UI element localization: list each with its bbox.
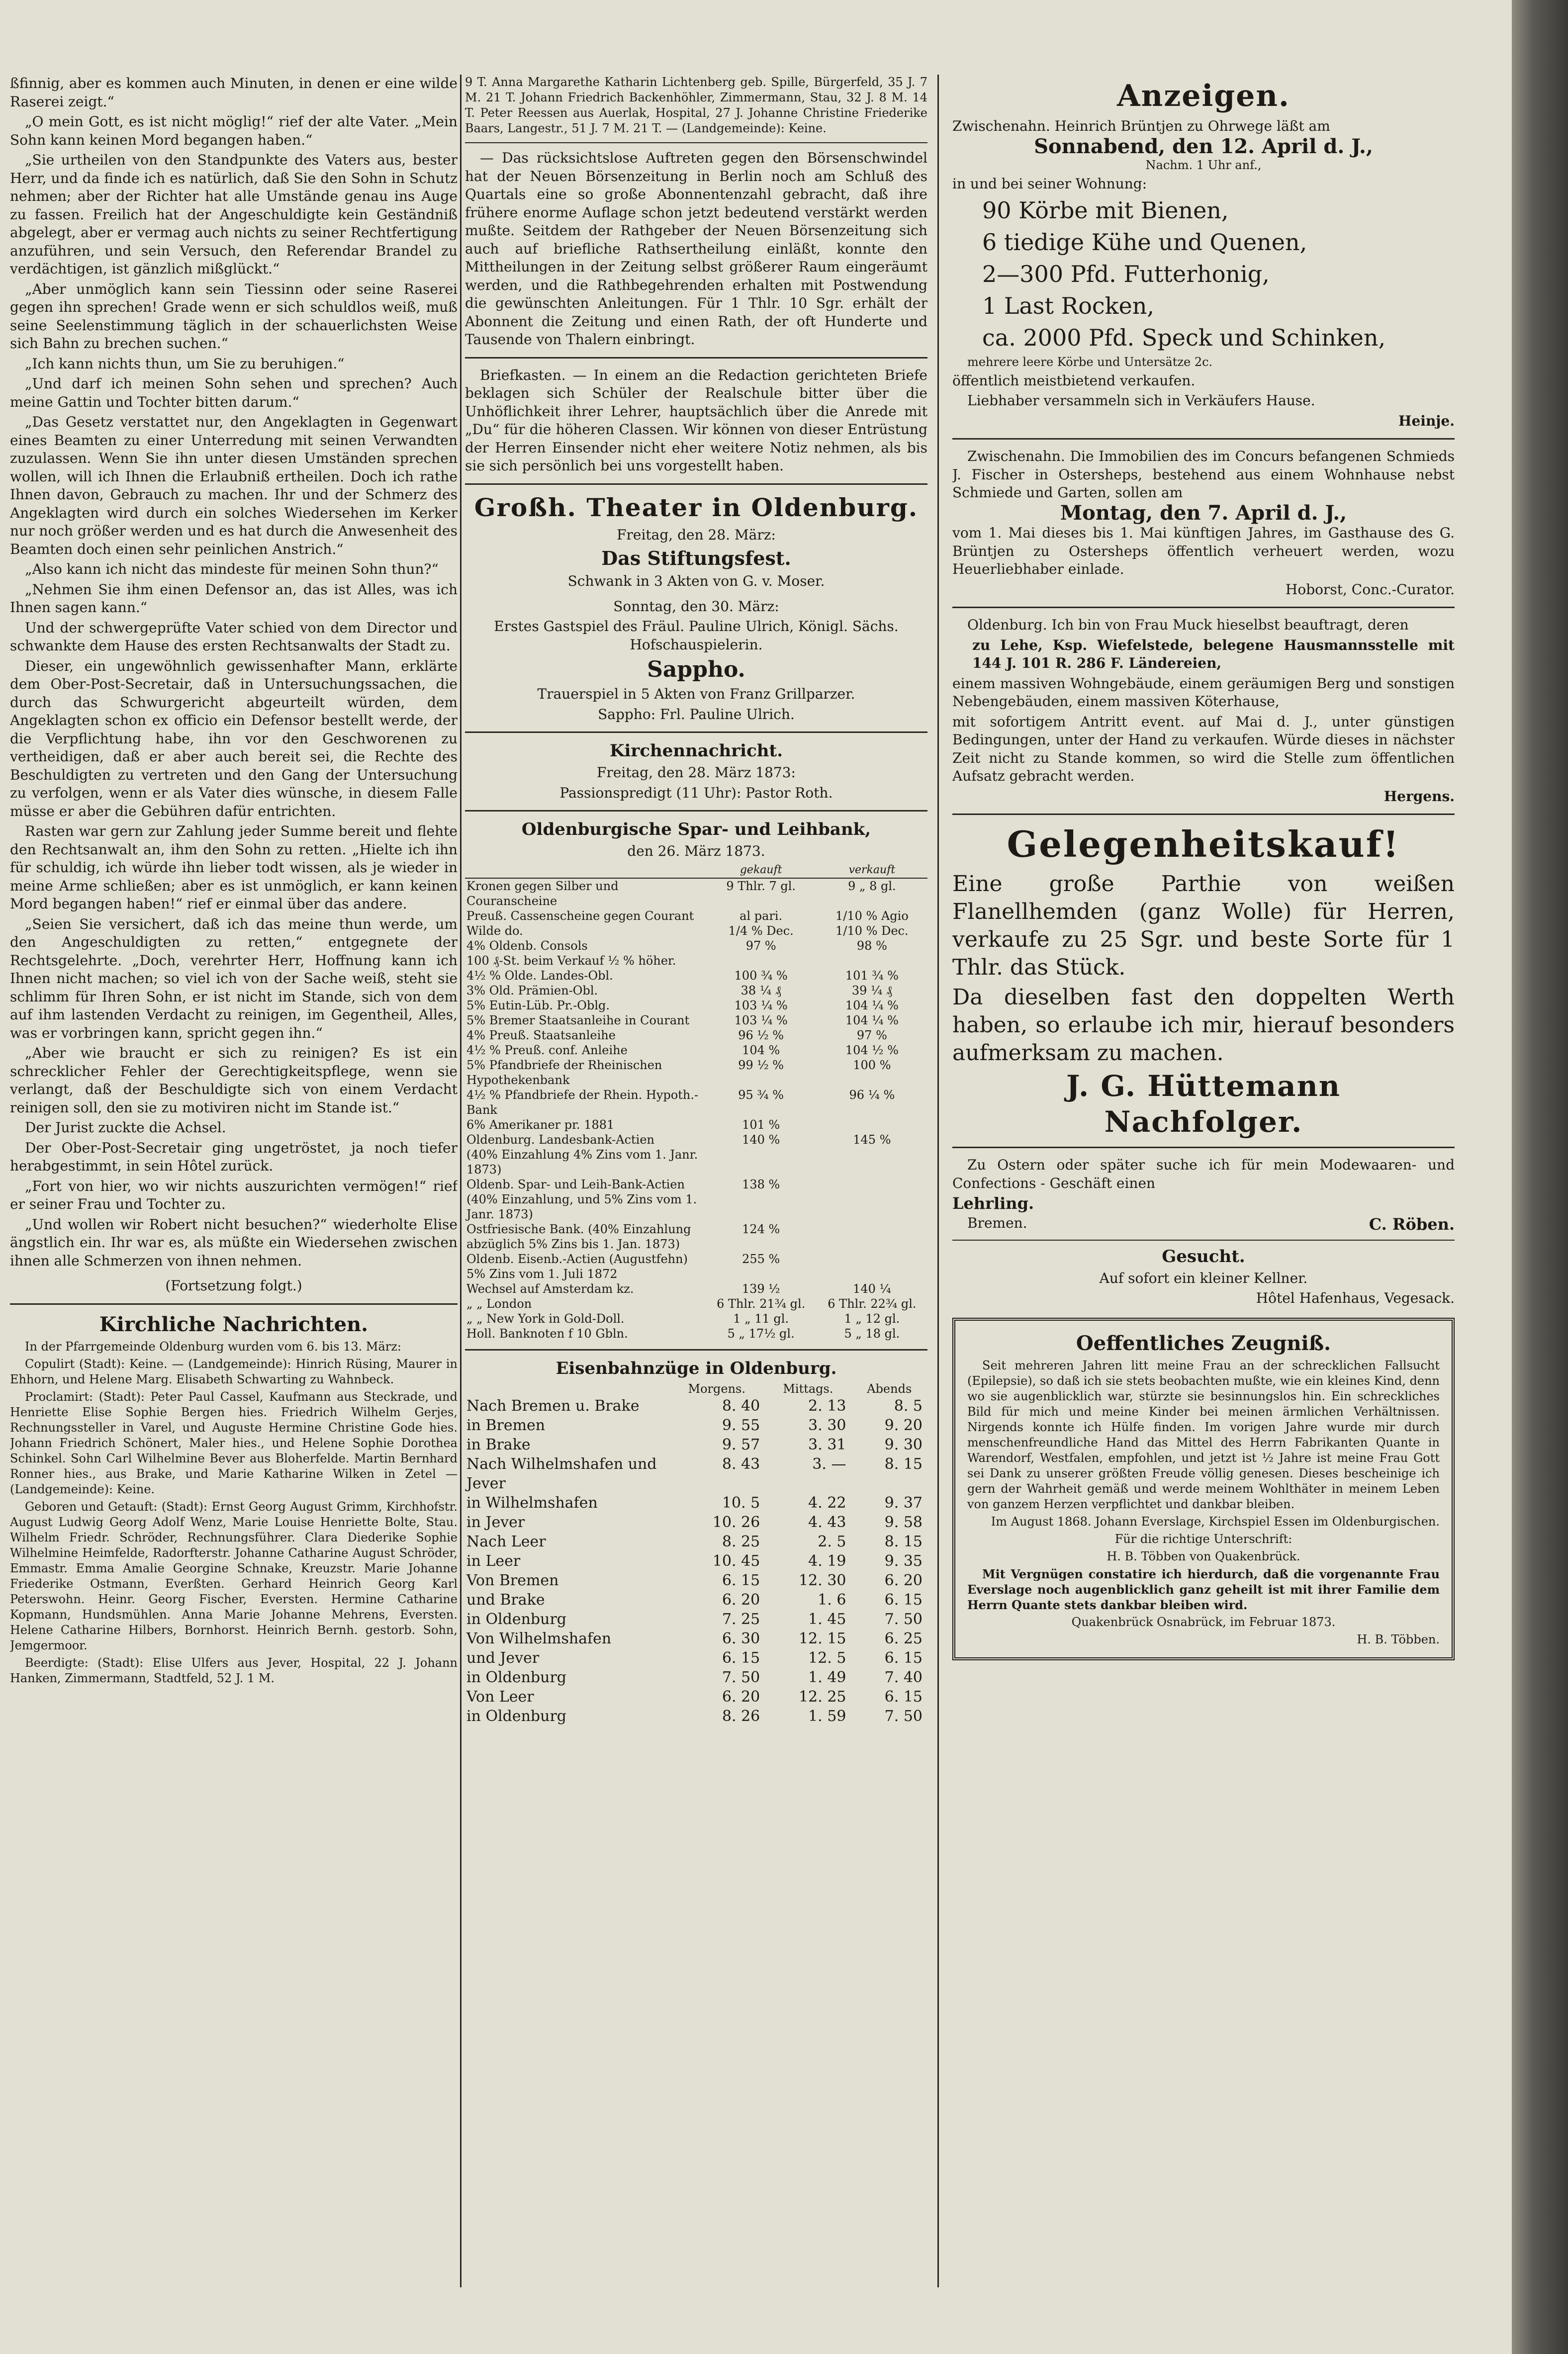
theater-play: Das Stiftungsfest. [601, 547, 791, 569]
row-label: Nach Wilhelmshafen und Jever [466, 1455, 657, 1492]
row-value: 9. 55 [722, 1416, 760, 1434]
row-value [817, 1117, 927, 1132]
row-value: 1. 45 [808, 1610, 846, 1628]
page-edge [1512, 0, 1568, 2354]
row-value: 7. 50 [884, 1707, 922, 1725]
row-value: 9. 57 [722, 1436, 760, 1453]
row-label: in Oldenburg [466, 1707, 566, 1725]
row-value: 103 ¼ % [734, 998, 788, 1012]
row-value: 6. 15 [722, 1571, 760, 1589]
row-label: Nach Leer [466, 1533, 546, 1550]
story-paragraph: „Also kann ich nicht das mindeste für meinen Sohn thun?“ [25, 561, 439, 577]
table-row [465, 1087, 927, 1117]
table-row [465, 1590, 927, 1610]
zeugnis-final: H. B. Többen. [1357, 1632, 1440, 1646]
firm-name: Nachfolger. [1104, 1105, 1303, 1139]
row-label: Holl. Banknoten f 10 Gbln. [466, 1326, 628, 1341]
row-value: 1. 59 [808, 1707, 846, 1725]
zeugnis-place: Quakenbrück Osnabrück, im Februar 1873. [1071, 1615, 1336, 1629]
row-value: 104 ¼ % [845, 998, 899, 1012]
row-value: 9. 20 [884, 1416, 922, 1434]
table-row [465, 1296, 927, 1311]
row-value: 8. 43 [722, 1455, 760, 1473]
anzeigen-title: Anzeigen. [1117, 79, 1290, 113]
church-deaths-continued: 9 T. Anna Margarethe Katharin Lichtenberg geb. Spille, Bürgerfeld, 35 J. 7 M. 21 T. Johann Friedrich Backenhöhler, Zimmermann, Stau, 32 J. 8 M. 14 T. Peter Reessen aus Auerlak, Hospital, 27 J. Johanne Christine Friederike Baars, Langestr., 51 J. 7 M. 21 T. — (Landgemeinde): Keine. [465, 75, 927, 135]
zeugnis-cert: Für die richtige Unterschrift: [1114, 1532, 1292, 1546]
continued-note: (Fortsetzung folgt.) [165, 1277, 302, 1294]
row-value: 1. 49 [808, 1668, 846, 1686]
ad-where: in und bei seiner Wohnung: [952, 176, 1147, 192]
row-value: 6. 15 [884, 1591, 922, 1609]
row-label: 6% Amerikaner pr. 1881 [466, 1117, 615, 1132]
ad-item: 6 tiedige Kühe und Quenen, [982, 228, 1307, 256]
divider [465, 357, 927, 359]
row-value: 103 ¼ % [734, 1013, 788, 1027]
row-label: 4% Oldenb. Consols [466, 938, 588, 953]
row-label: in Wilhelmshafen [466, 1494, 598, 1512]
row-label: Wilde do. [466, 923, 523, 938]
story-paragraph: Der Jurist zuckte die Achsel. [25, 1119, 226, 1136]
row-value: 255 % [742, 1252, 780, 1266]
gelegenheitskauf-body: Eine große Parthie von weißen Flanellhemden (ganz Wolle) für Herren, verkaufe zu 25 Sgr. und beste Sorte für 1 Thlr. das Stück. [952, 871, 1455, 980]
table-row [465, 1028, 927, 1043]
row-value: 9. 37 [884, 1494, 922, 1512]
column-header: Abends [867, 1381, 912, 1396]
row-value: 97 % [745, 938, 776, 953]
ad-item: ca. 2000 Pfd. Speck und Schinken, [982, 324, 1386, 351]
row-value: 8. 15 [884, 1533, 922, 1550]
story-paragraph: Rasten war gern zur Zahlung jeder Summe bereit und flehte den Rechtsanwalt an, ihm den Sohn zu retten. „Hielte ich ihn für schuldig, ich würde ihn lieber todt wissen, als je wieder in meine Arme schließen; aber es ist unmöglich, er kann keinen Mord begangen haben!“ rief er einmal über das andere. [10, 823, 458, 912]
ad-position: Lehrling. [952, 1194, 1034, 1213]
row-value: 1/4 % Dec. [728, 923, 794, 938]
row-value [706, 953, 817, 968]
row-value: 12. 25 [799, 1688, 846, 1706]
table-row [465, 1629, 927, 1648]
table-row [465, 1326, 927, 1341]
theater-guest: Erstes Gastspiel des Fräul. Pauline Ulrich, Königl. Sächs. Hofschauspielerin. [494, 618, 899, 653]
church-entry: Beerdigte: (Stadt): Elise Ulfers aus Jever, Hospital, 22 J. Johann Hanken, Zimmermann, Stadtfeld, 52 J. 1 M. [10, 1655, 458, 1685]
table-row [465, 1668, 927, 1687]
theater-desc: Schwank in 3 Akten von G. v. Moser. [567, 573, 825, 589]
row-value: 124 % [742, 1222, 780, 1236]
theater-date: Sonntag, den 30. März: [613, 598, 779, 615]
ad-date: Sonnabend, den 12. April d. J., [1034, 134, 1373, 158]
ad-text: Zwischenahn. Die Immobilien des im Concurs befangenen Schmieds J. Fischer in Ostersheps, bestehend aus einem Wohnhause nebst Schmiede und Garten, sollen am [952, 448, 1455, 501]
table-row [465, 1396, 927, 1416]
column-header [465, 863, 706, 878]
serial-story [10, 75, 458, 1270]
row-value: 100 ¾ % [734, 968, 788, 983]
row-label: 4½ % Olde. Landes-Obl. [466, 968, 613, 983]
row-value: 2. 13 [808, 1397, 846, 1415]
church-news-title: Kirchliche Nachrichten. [99, 1312, 369, 1336]
row-value: 7. 50 [722, 1668, 760, 1686]
row-value: 1. 6 [818, 1591, 846, 1609]
row-label: 5% Pfandbriefe der Rheinischen Hypothekenbank [466, 1058, 662, 1087]
ad-text: mit sofortigem Antritt event. auf Mai d. J., unter günstigen Bedingungen, unter der Hand zu verkaufen. Würde dieses in nächster Zeit nicht zu Stande kommen, so wird die Stelle zum öffentlichen Aufsatz gebracht werden. [952, 713, 1455, 784]
row-label: Preuß. Cassenscheine gegen Courant [466, 908, 694, 923]
ad-item-list [952, 195, 1455, 353]
ad-place: Bremen. [967, 1214, 1027, 1231]
row-value: 10. 5 [722, 1494, 760, 1512]
zeugnis-box [952, 1318, 1455, 1660]
row-value: 101 % [742, 1117, 780, 1132]
column-header [465, 1381, 668, 1396]
ad-intro: Zwischenahn. Heinrich Brüntjen zu Ohrwege läßt am [952, 118, 1330, 134]
bank-table [465, 863, 927, 1341]
ad-text: Zu Ostern oder später suche ich für mein Modewaaren- und Confections - Geschäft einen [952, 1157, 1455, 1191]
row-label: 4½ % Pfandbriefe der Rhein. Hypoth.-Bank [466, 1087, 699, 1117]
table-row [465, 938, 927, 953]
divider [952, 1147, 1455, 1148]
row-value: 140 % [742, 1132, 780, 1147]
table-row [465, 1177, 927, 1222]
theater-date: Freitag, den 28. März: [617, 526, 776, 543]
row-value: 8. 26 [722, 1707, 760, 1725]
row-value: 2. 5 [818, 1533, 846, 1550]
table-row [465, 1132, 927, 1147]
row-value: 6. 20 [884, 1571, 922, 1589]
ad-signature: C. Röben. [1369, 1214, 1455, 1234]
story-paragraph: „Sie urtheilen von den Standpunkte des Vaters aus, bester Herr, und da finde ich es natürlich, daß Sie den Sohn in Schutz nehmen; aber der Richter hat alle Umstände genau ins Auge zu fassen. Freilich hat der Angeschuldigte kein Geständniß abgelegt, aber er vermag auch nichts zu seiner Rechtfertigung anzuführen, und sein Versuch, den Referendar Brandel zu verdächtigen, ist gänzlich mißglückt.“ [10, 152, 458, 277]
table-row [465, 1551, 927, 1571]
row-value: 8. 5 [894, 1397, 922, 1415]
row-value: 1/10 % Dec. [835, 923, 909, 938]
story-paragraph: „Aber wie braucht er sich zu reinigen? Es ist ein schrecklicher Fehler der Gerechtigkeitspflege, wenn sie verlangt, daß der Beschuldigte sich von einem Verdacht reinigen soll, den sie zu motiviren nicht im Stande ist.“ [10, 1045, 458, 1116]
row-value: 1 „ 12 gl. [844, 1311, 900, 1326]
row-value: 7. 25 [722, 1610, 760, 1628]
row-label: Von Bremen [466, 1571, 559, 1589]
row-value [817, 1222, 927, 1252]
story-paragraph: „O mein Gott, es ist nicht möglig!“ rief der alte Vater. „Mein Sohn kann keinen Mord begangen haben.“ [10, 113, 458, 148]
theater-cast: Sappho: Frl. Pauline Ulrich. [598, 706, 795, 723]
table-row [465, 1117, 927, 1132]
story-paragraph: „Ich kann nichts thun, um Sie zu beruhigen.“ [25, 355, 345, 372]
row-value: 3. — [812, 1455, 846, 1473]
gelegenheitskauf-title: Gelegenheitskauf! [1007, 823, 1400, 865]
row-label: in Leer [466, 1552, 521, 1570]
row-value: 4. 19 [808, 1552, 846, 1570]
row-label: Wechsel auf Amsterdam kz. [466, 1281, 634, 1296]
row-value: 96 ¼ % [849, 1087, 895, 1102]
row-value: 100 % [853, 1058, 891, 1072]
story-paragraph: Der Ober-Post-Secretair ging ungetröstet, ja noch tiefer herabgestimmt, in sein Hôtel zurück. [10, 1139, 458, 1174]
row-value: 101 ¾ % [845, 968, 899, 983]
column-middle [465, 75, 927, 2302]
row-label: Nach Bremen u. Brake [466, 1397, 640, 1415]
row-value: 6. 15 [884, 1649, 922, 1667]
ad-signature: Hoborst, Conc.-Curator. [1285, 581, 1455, 598]
story-paragraph: „Das Gesetz verstattet nur, den Angeklagten in Gegenwart eines Beamten zu einer Unterredung mit seinen Verwandten zuzulassen. Wenn Sie ihn unter diesen Umständen sprechen wollen, will ich Ihnen die Erlaubniß ertheilen. Doch ich rathe Ihnen davon, Gebrauch zu machen. Ihr und der Schmerz des Angeklagten wird durch ein solches Wiedersehen im Kerker nur noch größer werden und es hat durch die Anwesenheit des Beamten doch einen sehr peinlichen Anstrich.“ [10, 414, 458, 557]
divider [465, 483, 927, 485]
row-value: 8. 25 [722, 1533, 760, 1550]
row-value: 7. 40 [884, 1668, 922, 1686]
row-value: 10. 26 [712, 1513, 760, 1531]
row-label: Oldenburg. Landesbank-Actien [466, 1132, 654, 1147]
row-value: 145 % [853, 1132, 891, 1147]
divider [10, 1303, 458, 1305]
row-value [706, 1147, 817, 1177]
row-label: 5% Eutin-Lüb. Pr.-Oblg. [466, 998, 610, 1012]
row-label: Ostfriesische Bank. (40% Einzahlung abzüglich 5% Zins bis 1. Jan. 1873) [466, 1222, 691, 1251]
table-row [465, 1648, 927, 1668]
table-row [465, 1493, 927, 1513]
row-value: 5 „ 18 gl. [844, 1326, 900, 1341]
ad-signature: Hôtel Hafenhaus, Vegesack. [1256, 1290, 1455, 1306]
ad-item: 1 Last Rocken, [982, 292, 1155, 319]
ad-signature: Heinje. [1398, 412, 1455, 429]
row-value: 7. 50 [884, 1610, 922, 1628]
ad-signature: Hergens. [1384, 788, 1455, 805]
row-value: 12. 15 [799, 1630, 846, 1647]
row-value: 97 % [856, 1028, 887, 1042]
row-value: 12. 30 [799, 1571, 846, 1589]
bank-date: den 26. März 1873. [627, 843, 765, 859]
row-value: 9. 30 [884, 1436, 922, 1453]
table-row [465, 1610, 927, 1629]
gelegenheitskauf-body: Da dieselben fast den doppelten Werth haben, so erlaube ich mir, hierauf besonders aufmerksam zu machen. [952, 985, 1455, 1066]
row-label: in Oldenburg [466, 1610, 566, 1628]
row-value: 138 % [742, 1177, 780, 1191]
row-label: Von Wilhelmshafen [466, 1630, 612, 1647]
column-divider [460, 75, 461, 2287]
table-row [465, 968, 927, 983]
row-label: in Bremen [466, 1416, 546, 1434]
church-intro: In der Pfarrgemeinde Oldenburg wurden vom 6. bis 13. März: [25, 1339, 401, 1354]
row-value: 5 „ 17½ gl. [727, 1326, 795, 1341]
row-value: 4. 22 [808, 1494, 846, 1512]
row-label: in Oldenburg [466, 1668, 566, 1686]
row-label: 3% Old. Prämien-Obl. [466, 983, 598, 997]
row-value: 9 „ 8 gl. [848, 879, 896, 893]
theater-play: Sappho. [647, 657, 745, 682]
divider [952, 607, 1455, 608]
kirchen-date: Freitag, den 28. März 1873: [597, 764, 796, 781]
divider [465, 810, 927, 812]
row-label: „ „ New York in Gold-Doll. [466, 1311, 625, 1326]
row-value: 104 ¼ % [845, 1013, 899, 1027]
table-header-row [465, 863, 927, 878]
story-paragraph: „Aber unmöglich kann sein Tiessinn oder seine Raserei gegen ihn sprechen! Grade wenn er sich schuldlos weiß, muß seine Seelenstimmung täglich in der schauerlichsten Weise sich Bahn zu brechen suchen.“ [10, 280, 458, 352]
divider [952, 1240, 1455, 1241]
row-value: 6. 15 [722, 1649, 760, 1667]
row-label: und Jever [466, 1649, 540, 1667]
table-row [465, 1571, 927, 1590]
ad-property: zu Lehe, Ksp. Wiefelstede, belegene Hausmannsstelle mit 144 J. 101 R. 286 F. Ländereien, [972, 636, 1455, 671]
table-row [465, 1281, 927, 1296]
story-paragraph: Und der schwergeprüfte Vater schied von dem Director und schwankte dem Hause des ersten Rechtsanwalts der Stadt zu. [10, 619, 458, 654]
kirchen-text: Passionspredigt (11 Uhr): Pastor Roth. [559, 784, 833, 801]
row-label: Von Leer [466, 1688, 534, 1706]
ad-title: Gesucht. [1162, 1246, 1245, 1267]
row-value: 12. 5 [808, 1649, 846, 1667]
zeugnis-cert-name: H. B. Többen von Quakenbrück. [1107, 1549, 1300, 1563]
theater-desc: Trauerspiel in 5 Akten von Franz Grillparzer. [537, 686, 855, 702]
train-title: Eisenbahnzüge in Oldenburg. [555, 1358, 837, 1378]
ad-text: Oldenburg. Ich bin von Frau Muck hieselbst beauftragt, deren [967, 617, 1409, 633]
row-value: 139 ½ [741, 1281, 780, 1296]
row-value: 3. 30 [808, 1416, 846, 1434]
story-paragraph: „Nehmen Sie ihm einen Defensor an, das ist Alles, was ich Ihnen sagen kann.“ [10, 581, 458, 616]
ad-text: Auf sofort ein kleiner Kellner. [1099, 1269, 1308, 1286]
row-label: Oldenb. Spar- und Leih-Bank-Actien (40% Einzahlung, und 5% Zins vom 1. Janr. 1873) [466, 1177, 697, 1221]
divider [465, 731, 927, 733]
bank-title: Oldenburgische Spar- und Leihbank, [521, 819, 871, 839]
row-label: Kronen gegen Silber und Couranscheine [466, 879, 619, 908]
row-label: in Jever [466, 1513, 525, 1531]
row-value: 4. 43 [808, 1513, 846, 1531]
story-paragraph: „Seien Sie versichert, daß ich das meine thun werde, um den Angeschuldigten zu retten,“ entgegnete der Rechtsgelehrte. „Doch, verehrter Herr, Hoffnung kann ich Ihnen nicht machen; so viel ich von der Sache weiß, steht sie schlimm für Ihren Sohn, er ist nicht im Stande, sich von dem auf ihm lastenden Verdacht zu reinigen, im Gegentheil, Alles, was er vorbringen kann, spricht gegen ihn.“ [10, 915, 458, 1041]
table-row [465, 1687, 927, 1707]
table-row [465, 1416, 927, 1435]
table-row [465, 1435, 927, 1454]
row-label: und Brake [466, 1591, 545, 1609]
column-left [10, 75, 458, 2302]
row-value: 3. 31 [808, 1436, 846, 1453]
row-value: 6 Thlr. 21¾ gl. [717, 1296, 806, 1311]
row-label: 4½ % Preuß. conf. Anleihe [466, 1043, 628, 1057]
row-value: 39 ¼ ₰ [851, 983, 892, 997]
row-value: 1/10 % Agio [835, 908, 909, 923]
table-row [465, 1058, 927, 1087]
church-entry: Geboren und Getauft: (Stadt): Ernst Georg August Grimm, Kirchhofstr. August Ludwig Georg Adolf Wenz, Marie Louise Henriette Bolte, Stau. Wilhelm Friedr. Schröder, Rechnungsführer. Clara Diederike Sophie Wilhelmine Heimfelde, Radorfterstr. Johanne Catharine August Schröder, Emmastr. Emma Amalie Georgine Schnake, Kreuzstr. Marie Johanne Friederike Ostmann, Everßten. Gerhard Heinrich Georg Karl Peterswohn. Heinr. Georg Fischer, Eversten. Hermine Catharine Kopmann, Hundsmühlen. Anna Marie Johanne Mehrens, Eversten. Helene Catharine Hilbers, Bornhorst. Heinrich Bernh. gestorb. Sohn, Jemgermoor. [10, 1499, 458, 1652]
row-value: 1 „ 11 gl. [733, 1311, 789, 1326]
table-row [465, 908, 927, 923]
ad-date: Montag, den 7. April d. J., [1060, 501, 1347, 525]
column-header: Morgens. [688, 1381, 745, 1396]
table-row [465, 1513, 927, 1532]
table-row [465, 1532, 927, 1551]
boersen-notice: — Das rücksichtslose Auftreten gegen den Börsenschwindel hat der Neuen Börsenzeitung in Berlin noch am Schluß des Quartals eine so große Abonnentenzahl gebracht, daß ihre frühere enorme Auflage schon jetzt bedeutend verstärkt werden mußte. Seitdem der Rathgeber der Neuen Börsenzeitung sich auch auf briefliche Rathsertheilung einläßt, konnte den Mittheilungen in der Zeitung selbst größerer Raum eingeräumt werden, und die Rathbegehrenden erhalten mit Postwendung die gewünschten Anleitungen. Für 1 Thlr. 10 Sgr. erhält der Abonnent die Zeitung und einen Rath, der oft Hunderte und Tausende von Thalern einbringt. [465, 150, 927, 348]
table-header-row [465, 1381, 927, 1396]
table-row [465, 1013, 927, 1028]
table-row [465, 923, 927, 938]
table-row [465, 878, 927, 908]
divider [952, 438, 1455, 440]
ad-text: mehrere leere Körbe und Untersätze 2c. [967, 355, 1213, 369]
row-value [817, 953, 927, 968]
divider [952, 814, 1455, 815]
row-label: 5% Bremer Staatsanleihe in Courant [466, 1013, 690, 1027]
row-value: 99 ½ % [738, 1058, 784, 1072]
table-row [465, 1147, 927, 1177]
ad-item: 90 Körbe mit Bienen, [982, 196, 1229, 224]
column-right [952, 75, 1455, 2302]
story-paragraph: „Und wollen wir Robert nicht besuchen?“ wiederholte Elise ängstlich ein. Ihr war es, als müßte ein Wiedersehen zwischen ihnen alle Schmerzen von ihnen nehmen. [10, 1216, 458, 1269]
row-label: 4% Preuß. Staatsanleihe [466, 1028, 616, 1042]
row-value: 96 ½ % [738, 1028, 784, 1042]
table-row [465, 1043, 927, 1058]
row-value: 104 % [742, 1043, 780, 1057]
row-value: 9. 35 [884, 1552, 922, 1570]
row-value [817, 1147, 927, 1177]
column-header: Mittags. [783, 1381, 833, 1396]
zeugnis-sign: Im August 1868. Johann Everslage, Kirchspiel Essen im Oldenburgischen. [991, 1514, 1440, 1529]
row-value: 9 Thlr. 7 gl. [726, 879, 796, 893]
firm-name: J. G. Hüttemann [1066, 1069, 1341, 1103]
divider [465, 1349, 927, 1351]
zeugnis-confirm: Mit Vergnügen constatire ich hierdurch, daß die vorgenannte Frau Everslage noch augenblicklich ganz geheilt ist mit ihrer Familie dem Herrn Quante stets dankbar bleiben wird. [967, 1566, 1440, 1612]
row-value: al pari. [739, 908, 783, 923]
zeugnis-title: Oeffentliches Zeugniß. [1076, 1331, 1331, 1355]
kirchen-title: Kirchennachricht. [609, 741, 783, 761]
table-row [465, 1311, 927, 1326]
row-label: 100 ₰-St. beim Verkauf ½ % höher. [466, 953, 676, 968]
row-value: 6 Thlr. 22¾ gl. [828, 1296, 917, 1311]
row-value: 8. 40 [722, 1397, 760, 1415]
church-entry: Proclamirt: (Stadt): Peter Paul Cassel, Kaufmann aus Steckrade, und Henriette Elise Sophie Bergen hies. Friedrich Wilhelm Gerjes, Rechnungssteller in Varel, und Auguste Hermine Christine Gode hies. Johann Friedrich Schönert, Maler hies., und Helene Sophie Dorothea Schinkel. Sohn Carl Wilhelmine Bever aus Bloherfelde. Martin Bernhard Ronner hies., aus Brake, und Marie Katharine Wilken in Zetel — (Landgemeinde): Keine. [10, 1389, 458, 1496]
row-value: 95 ¾ % [738, 1087, 784, 1102]
story-paragraph: „Fort von hier, wo wir nichts auszurichten vermögen!“ rief er seiner Frau und Tochter zu. [10, 1177, 458, 1212]
ad-text: vom 1. Mai dieses bis 1. Mai künftigen Jahres, im Gasthause des G. Brüntjen zu Ostersheps öffentlich verheuert werden, wozu Heuerliebhaber einlade. [952, 525, 1455, 577]
divider [465, 142, 927, 143]
story-paragraph: Dieser, ein ungewöhnlich gewissenhafter Mann, erklärte dem Ober-Post-Secretair, daß in Untersuchungssachen, die durch das Schwurgericht abgeurteilt würden, dem Angeklagten schon ex officio ein Defensor bestellt werde, der die Verpflichtung habe, ihn vor den Geschworenen zu vertheidigen, daß er aber auch bereit sei, die Rechte des Beschuldigten zu vertreten und den Gang der Untersuchung zu verfolgen, wenn er als Vater dies wünsche, in diesem Falle müsse er aber die Gebühren dafür entrichten. [10, 657, 458, 819]
table-row [465, 983, 927, 998]
row-value: 10. 45 [712, 1552, 760, 1570]
row-value: 9. 58 [884, 1513, 922, 1531]
zeugnis-body: Seit mehreren Jahren litt meine Frau an der schrecklichen Fallsucht (Epilepsie), so daß ich sie stets beobachten mußte, wie ein kleines Kind, denn wo sie augenblicklich war, stürzte sie besinnungslos hin. Ein schreckliches Bild für mich und meine Kinder bei meinen ärmlichen Verhältnissen. Nirgends konnte ich Hülfe finden. Im vorigen Jahre wurde mir durch menschenfreundliche Hand das Mittel des Herrn Fabrikanten Quante in Warendorf, Westfalen, empfohlen, und jetzt ist ½ Jahre ist meine Frau Gott sei Dank zu unserer größten Freude völlig genesen. Dieses bescheinige ich gern der Wahrheit gemäß und werde meinem Wohlthäter in meinem Leben von ganzem Herzen verpflichtet und dankbar bleiben. [967, 1358, 1440, 1511]
table-row [465, 998, 927, 1013]
row-value: 38 ¼ ₰ [740, 983, 781, 997]
ad-text: einem massiven Wohngebäude, einem geräumigen Berg und sonstigen Nebengebäuden, einem massiven Köterhause, [952, 675, 1455, 710]
row-value: 8. 15 [884, 1455, 922, 1473]
table-row [465, 1454, 927, 1493]
row-value: 6. 25 [884, 1630, 922, 1647]
row-value: 6. 20 [722, 1591, 760, 1609]
row-label: „ „ London [466, 1296, 532, 1311]
column-header: gekauft [706, 863, 817, 878]
train-table [465, 1381, 927, 1726]
ad-item: 2—300 Pfd. Futterhonig, [982, 260, 1270, 287]
column-divider [937, 75, 939, 2287]
ad-footer [952, 1215, 1455, 1234]
story-paragraph: „Und darf ich meinen Sohn sehen und sprechen? Auch meine Gattin und Tochter bitten darum.“ [10, 375, 458, 410]
row-label: in Brake [466, 1436, 531, 1453]
theater-title: Großh. Theater in Oldenburg. [474, 492, 919, 522]
row-value: 6. 15 [884, 1688, 922, 1706]
table-row [465, 1222, 927, 1252]
row-label: (40% Einzahlung 4% Zins vom 1. Janr. 1873) [466, 1147, 698, 1177]
row-value [817, 1177, 927, 1222]
table-row [465, 1707, 927, 1726]
row-value: 104 ½ % [845, 1043, 899, 1057]
briefkasten-notice: Briefkasten. — In einem an die Redaction gerichteten Briefe beklagen sich Schüler der Realschule bitter über die Unhöflichkeit ihrer Lehrer, hauptsächlich über die Anrede mit „Du“ für die höheren Classen. Wir können von dieser Entrüstung der Herren Einsender nicht eher weitere Notiz nehmen, als bis sie sich persönlich bei uns vorgestellt haben. [465, 366, 927, 474]
church-entry: Copulirt (Stadt): Keine. — (Landgemeinde): Hinrich Rüsing, Maurer in Ehhorn, und Helene Marg. Elisabeth Schwarting zu Wahnbeck. [10, 1357, 458, 1386]
row-value: 98 % [856, 938, 887, 953]
row-value: 6. 30 [722, 1630, 760, 1647]
ad-time: Nachm. 1 Uhr anf., [1145, 158, 1262, 172]
table-row [465, 953, 927, 968]
ad-text: Liebhaber versammeln sich in Verkäufers Hause. [967, 392, 1315, 409]
ad-text: öffentlich meistbietend verkaufen. [952, 372, 1196, 389]
column-header: verkauft [817, 863, 927, 878]
row-value [817, 1252, 927, 1281]
row-value: 6. 20 [722, 1688, 760, 1706]
story-paragraph: ßfinnig, aber es kommen auch Minuten, in denen er eine wilde Raserei zeigt.“ [10, 75, 458, 110]
row-label: Oldenb. Eisenb.-Actien (Augustfehn) 5% Zins vom 1. Juli 1872 [466, 1252, 688, 1281]
table-row [465, 1252, 927, 1281]
row-value: 140 ¼ [853, 1281, 891, 1296]
